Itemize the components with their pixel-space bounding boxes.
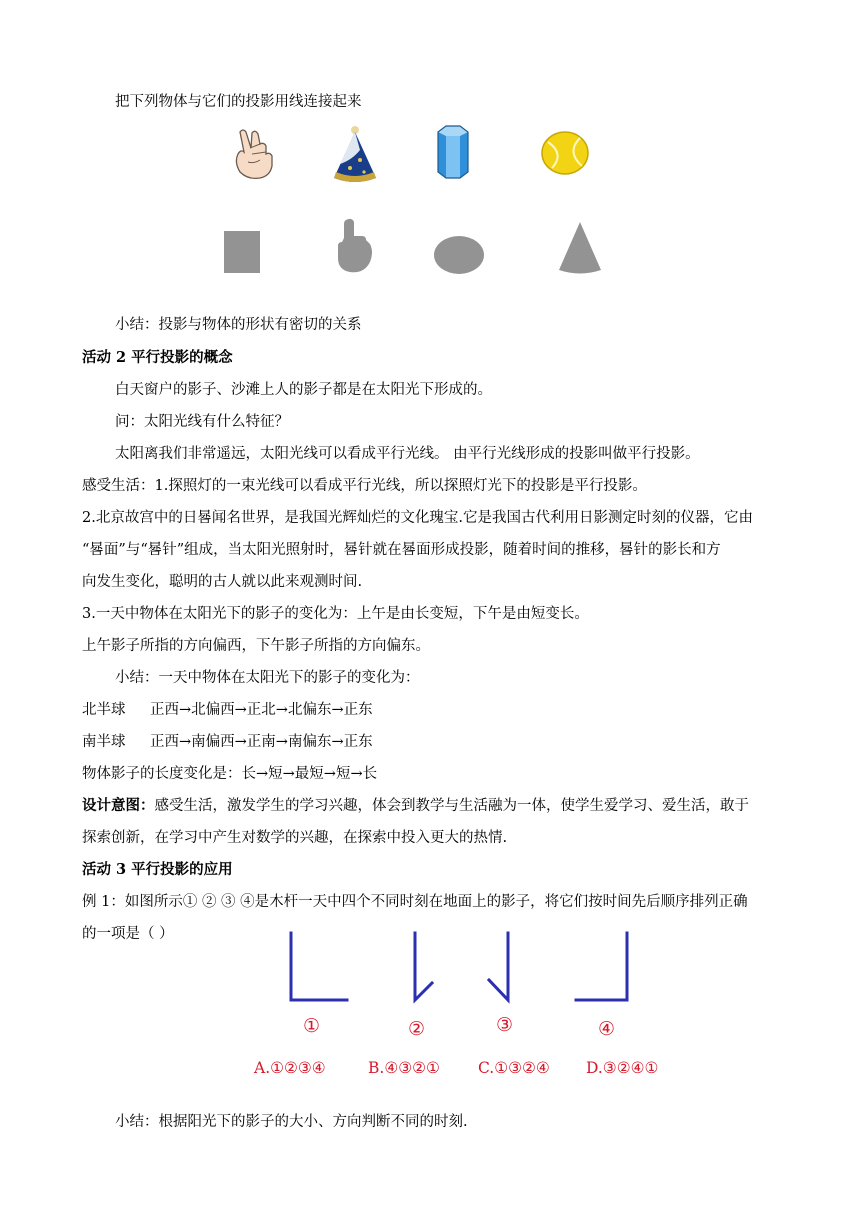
option-c: C.①③②④ — [478, 1059, 550, 1077]
design-text-cont: 探索创新，在学习中产生对数学的兴趣，在探索中投入更大的热情. — [82, 830, 508, 846]
south-label: 南半球 — [82, 734, 126, 750]
figure-3 — [489, 933, 508, 1000]
figure-label-4: ④ — [598, 1018, 616, 1040]
triangle-shadow-icon — [556, 220, 604, 276]
paragraph: “晷面”与“晷针”组成，当太阳光照射时，晷针就在晷面形成投影，随着时间的推移，晷针的影长和方 — [82, 542, 721, 558]
figure-label-2: ② — [408, 1018, 426, 1040]
paragraph: 向发生变化，聪明的古人就以此来观测时间. — [82, 574, 363, 590]
ball-icon — [540, 130, 590, 176]
figure-label-3: ③ — [496, 1014, 514, 1036]
question: 问：太阳光线有什么特征？ — [115, 414, 289, 430]
north-row — [82, 700, 373, 720]
north-label: 北半球 — [82, 702, 126, 718]
design-text: 感受生活，激发学生的学习兴趣，体会到教学与生活融为一体，使学生爱学习、爱生活，敢于 — [154, 798, 749, 814]
intro-summary: 小结：投影与物体的形状有密切的关系 — [115, 317, 362, 333]
activity2-summary: 小结：一天中物体在太阳光下的影子的变化为： — [115, 670, 420, 686]
example-text-cont: 的一项是（ ） — [82, 926, 174, 942]
option-d: D.③②④① — [586, 1059, 659, 1077]
option-a: A.①②③④ — [254, 1059, 326, 1077]
figure-2 — [415, 933, 432, 1000]
square-shadow-icon — [224, 231, 260, 273]
paragraph: 白天窗户的影子、沙滩上人的影子都是在太阳光下形成的。 — [115, 382, 492, 398]
figure-label-1: ① — [303, 1015, 321, 1037]
paragraph: 上午影子所指的方向偏西，下午影子所指的方向偏东。 — [82, 638, 430, 654]
south-row — [82, 732, 373, 752]
design-label: 设计意图： — [82, 797, 155, 814]
pole-shadow-figures — [250, 926, 670, 1006]
paragraph: 3.一天中物体在太阳光下的影子的变化为：上午是由长变短，下午是由短变长。 — [82, 606, 589, 622]
activity3-heading: 活动 3 平行投影的应用 — [82, 861, 233, 878]
hand-icon — [224, 124, 284, 184]
hex-prism-icon — [434, 124, 470, 180]
activity3-summary: 小结：根据阳光下的影子的大小、方向判断不同的时刻. — [115, 1114, 468, 1130]
cone-hat-icon — [330, 124, 380, 186]
south-sequence: 正西→南偏西→正南→南偏东→正东 — [150, 734, 373, 750]
example-text: 例 1：如图所示① ② ③ ④是木杆一天中四个不同时刻在地面上的影子，将它们按时间先后顺序排列正确 — [82, 894, 748, 910]
figure-1 — [291, 933, 347, 1000]
design-intent — [82, 796, 749, 816]
figure-4 — [576, 933, 627, 1000]
paragraph: 2.北京故宫中的日晷闻名世界，是我国光辉灿烂的文化瑰宝.它是我国古代利用日影测定时刻的仪器，它由 — [82, 510, 753, 526]
option-b: B.④③②① — [368, 1059, 440, 1077]
length-change: 物体影子的长度变化是：长→短→最短→短→长 — [82, 766, 378, 782]
activity2-heading: 活动 2 平行投影的概念 — [82, 349, 233, 366]
paragraph: 感受生活：1.探照灯的一束光线可以看成平行光线，所以探照灯光下的投影是平行投影。 — [82, 478, 647, 494]
ellipse-shadow-icon — [434, 236, 484, 274]
hand-shadow-icon — [332, 218, 376, 274]
paragraph: 太阳离我们非常遥远，太阳光线可以看成平行光线。 由平行光线形成的投影叫做平行投影。 — [115, 446, 700, 462]
instruction-text: 把下列物体与它们的投影用线连接起来 — [115, 94, 362, 110]
north-sequence: 正西→北偏西→正北→北偏东→正东 — [150, 702, 373, 718]
